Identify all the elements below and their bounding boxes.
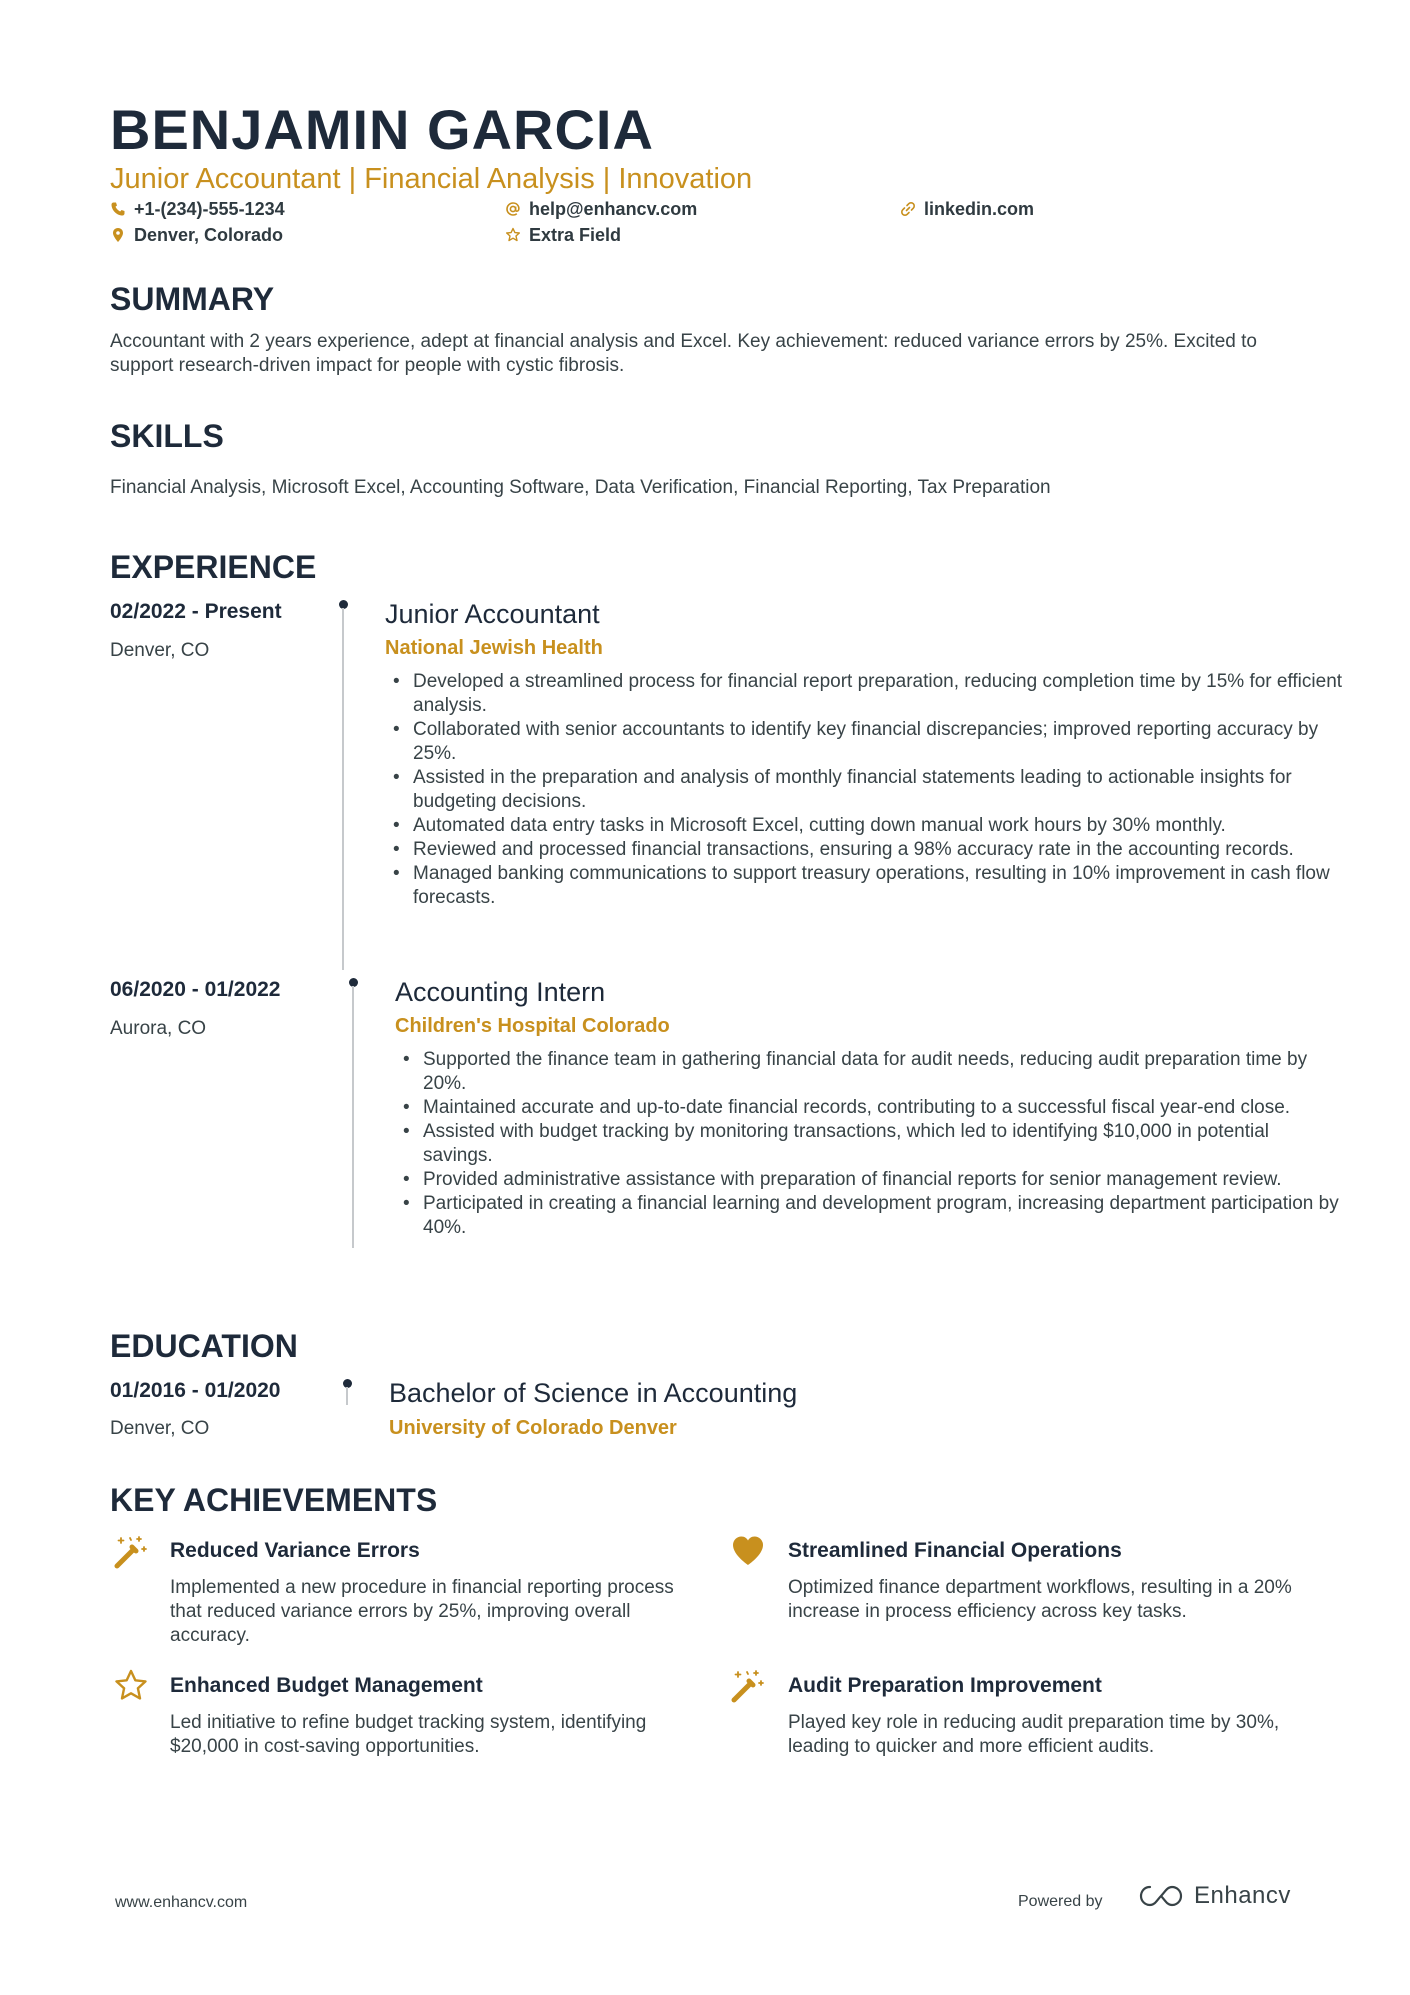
contact-phone bbox=[110, 197, 285, 221]
school: University of Colorado Denver bbox=[389, 1417, 677, 1439]
contact-email[interactable] bbox=[505, 197, 697, 221]
job-dates: 06/2020 - 01/2022 bbox=[110, 978, 281, 1001]
location-text: Denver, Colorado bbox=[134, 225, 284, 245]
achievement-title: Streamlined Financial Operations bbox=[788, 1539, 1122, 1562]
job-role: Accounting Intern bbox=[395, 977, 606, 1007]
job-company: Children's Hospital Colorado bbox=[395, 1015, 670, 1037]
education-location: Denver, CO bbox=[110, 1418, 210, 1439]
job-bullet: • Provided administrative assistance with preparation of financial reports for senior management review. bbox=[423, 1168, 1343, 1192]
timeline-line bbox=[346, 1387, 348, 1405]
heart-icon bbox=[730, 1533, 766, 1569]
job-bullet: • Automated data entry tasks in Microsoft Excel, cutting down manual work hours by 30% monthly. bbox=[413, 814, 1343, 838]
summary-text: Accountant with 2 years experience, adept at financial analysis and Excel. Key achievement: reduced variance errors by 25%. Excited to support research-driven impact for people with cystic fibrosis. bbox=[110, 331, 1257, 376]
job-bullet: • Developed a streamlined process for financial report preparation, reducing completion time by 15% for efficient analysis. bbox=[413, 670, 1343, 718]
job-bullet: • Assisted with budget tracking by monitoring transactions, which led to identifying $10,000 in potential savings. bbox=[423, 1120, 1343, 1168]
experience-title: EXPERIENCE bbox=[110, 549, 317, 585]
achievement-title: Enhanced Budget Management bbox=[170, 1674, 483, 1697]
job-company: National Jewish Health bbox=[385, 637, 603, 659]
extra-text: Extra Field bbox=[529, 225, 622, 245]
timeline-line bbox=[342, 608, 344, 970]
phone-text: +1-(234)-555-1234 bbox=[134, 199, 285, 219]
star-outline-icon bbox=[505, 227, 521, 243]
email-text: help@enhancv.com bbox=[529, 199, 698, 219]
job-dates: 02/2022 - Present bbox=[110, 600, 282, 623]
job-location: Aurora, CO bbox=[110, 1018, 207, 1039]
achievement-title: Audit Preparation Improvement bbox=[788, 1674, 1102, 1697]
education-dates: 01/2016 - 01/2020 bbox=[110, 1379, 281, 1402]
candidate-name: BENJAMIN GARCIA bbox=[110, 98, 654, 161]
job-role: Junior Accountant bbox=[385, 599, 600, 629]
brand-name: Enhancv bbox=[1194, 1882, 1291, 1909]
achievement-desc: Implemented a new procedure in financial reporting process that reduced variance errors by 25%, improving overall accuracy. bbox=[170, 1577, 674, 1646]
star-icon bbox=[113, 1668, 149, 1704]
skills-title: SKILLS bbox=[110, 418, 224, 454]
location-pin-icon bbox=[110, 227, 126, 243]
job-bullet: • Collaborated with senior accountants to identify key financial discrepancies; improved reporting accuracy by 25%. bbox=[413, 718, 1343, 766]
job-bullet: • Managed banking communications to support treasury operations, resulting in 10% improvement in cash flow forecasts. bbox=[413, 862, 1343, 910]
achievement-desc: Led initiative to refine budget tracking system, identifying $20,000 in cost-saving opportunities. bbox=[170, 1712, 647, 1757]
job-bullets bbox=[395, 1048, 1343, 1240]
summary-title: SUMMARY bbox=[110, 281, 275, 317]
job-bullet: • Maintained accurate and up-to-date financial records, contributing to a successful fiscal year-end close. bbox=[423, 1096, 1343, 1120]
linkedin-text: linkedin.com bbox=[924, 199, 1035, 219]
skills-text: Financial Analysis, Microsoft Excel, Accounting Software, Data Verification, Financial Reporting, Tax Preparation bbox=[110, 477, 1051, 498]
footer-powered-by: Powered by bbox=[1018, 1893, 1103, 1910]
timeline-line bbox=[352, 986, 354, 1248]
footer-brand[interactable] bbox=[1138, 1882, 1291, 1910]
achievement-title: Reduced Variance Errors bbox=[170, 1539, 420, 1562]
contact-linkedin[interactable] bbox=[900, 197, 1034, 221]
link-icon bbox=[900, 201, 916, 217]
job-bullet: • Assisted in the preparation and analysis of monthly financial statements leading to actionable insights for budgeting decisions. bbox=[413, 766, 1343, 814]
job-bullets bbox=[385, 670, 1343, 910]
headline: Junior Accountant | Financial Analysis | Innovation bbox=[110, 163, 753, 195]
at-sign-icon bbox=[505, 201, 521, 217]
job-bullet: • Supported the finance team in gathering financial data for audit needs, reducing audit preparation time by 20%. bbox=[423, 1048, 1343, 1096]
job-bullet: • Participated in creating a financial learning and development program, increasing department participation by 40%. bbox=[423, 1192, 1343, 1240]
enhancv-logo-icon bbox=[1138, 1883, 1184, 1909]
magic-wand-icon bbox=[113, 1534, 149, 1570]
footer-website[interactable]: www.enhancv.com bbox=[115, 1894, 248, 1911]
achievement-desc: Optimized finance department workflows, resulting in a 20% increase in process efficiency across key tasks. bbox=[788, 1577, 1292, 1622]
job-location: Denver, CO bbox=[110, 640, 210, 661]
job-bullet: • Reviewed and processed financial transactions, ensuring a 98% accuracy rate in the accounting records. bbox=[413, 838, 1343, 862]
contact-location bbox=[110, 223, 283, 247]
degree: Bachelor of Science in Accounting bbox=[389, 1378, 798, 1408]
contact-extra bbox=[505, 223, 621, 247]
achievement-desc: Played key role in reducing audit preparation time by 30%, leading to quicker and more efficient audits. bbox=[788, 1712, 1280, 1757]
phone-icon bbox=[110, 201, 126, 217]
education-title: EDUCATION bbox=[110, 1328, 298, 1364]
magic-wand-icon bbox=[730, 1668, 766, 1704]
achievements-title: KEY ACHIEVEMENTS bbox=[110, 1482, 438, 1518]
